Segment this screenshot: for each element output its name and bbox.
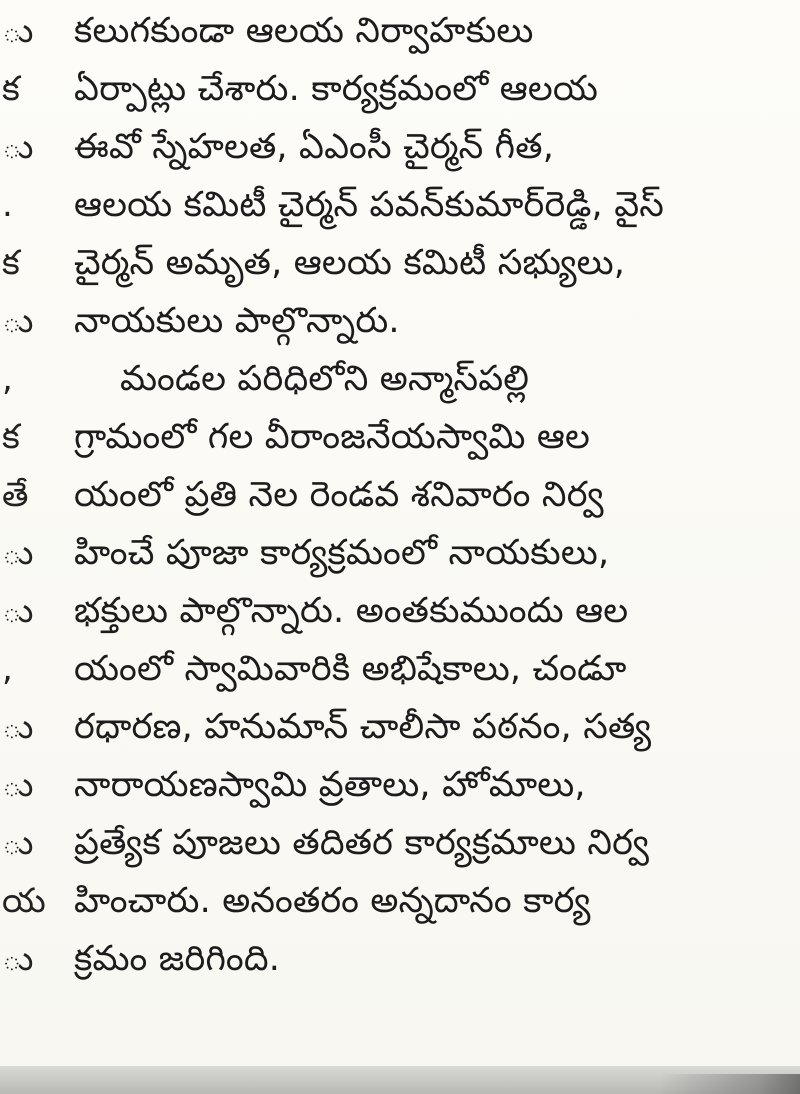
article-body <box>74 0 770 1060</box>
column-fragment-char: తే <box>2 475 29 515</box>
column-fragment-char: య <box>2 881 46 921</box>
article-line: కలుగకుండా ఆలయ నిర్వాహకులు <box>74 11 534 51</box>
article-line: నాయకులు పాల్గొన్నారు. <box>74 301 400 341</box>
article-line: యంలో స్వామివారికి అభిషేకాలు, చండూ <box>74 649 627 689</box>
article-line: చైర్మన్ అమృత, ఆలయ కమిటీ సభ్యులు, <box>74 243 626 283</box>
article-line: హించే పూజా కార్యక్రమంలో నాయకులు, <box>74 533 610 573</box>
column-fragment-char: ు <box>2 823 34 863</box>
column-fragment-char: , <box>2 359 13 399</box>
column-fragment-char: క <box>2 243 20 283</box>
article-line: ప్రత్యేక పూజలు తదితర కార్యక్రమాలు నిర్వ <box>74 823 650 863</box>
column-fragment-char: . <box>2 185 13 225</box>
article-line: క్రమం జరిగింది. <box>74 939 281 979</box>
article-line: హించారు. అనంతరం అన్నదానం కార్య <box>74 881 591 921</box>
article-line: భక్తులు పాల్గొన్నారు. అంతకుముందు ఆల <box>74 591 629 631</box>
article-line: ఏర్పాట్లు చేశారు. కార్యక్రమంలో ఆలయ <box>74 69 599 109</box>
article-line: ఈవో స్నేహలత, ఏఎంసీ చైర్మన్ గీత, <box>74 127 555 167</box>
column-fragment-char: ు <box>2 765 34 805</box>
article-line: ఆలయ కమిటీ చైర్మన్ పవన్‌కుమార్‌రెడ్డి, వైస్ <box>74 185 665 225</box>
column-fragment-char: , <box>2 649 13 689</box>
column-fragment-char: ు <box>2 939 34 979</box>
column-fragment-char: ు <box>2 533 34 573</box>
paragraph-start-line: మండల పరిధిలోని అన్మాస్‌పల్లి <box>120 359 530 399</box>
column-fragment-char: ు <box>2 707 34 747</box>
column-fragment-char: ు <box>2 301 34 341</box>
column-fragment-char: ు <box>2 11 34 51</box>
article-line: నారాయణస్వామి వ్రతాలు, హోమాలు, <box>74 765 586 805</box>
paper-fold-shadow <box>660 1074 800 1094</box>
column-fragment-char: ు <box>2 127 34 167</box>
adjacent-column-fragment <box>0 0 46 1060</box>
article-line: గ్రామంలో గల వీరాంజనేయస్వామి ఆల <box>74 417 591 457</box>
article-line: యంలో ప్రతి నెల రెండవ శనివారం నిర్వ <box>74 475 604 515</box>
column-fragment-char: క <box>2 417 20 457</box>
column-fragment-char: ు <box>2 591 34 631</box>
column-fragment-char: క <box>2 69 20 109</box>
article-line: రధారణ, హనుమాన్ చాలీసా పఠనం, సత్య <box>74 707 652 747</box>
